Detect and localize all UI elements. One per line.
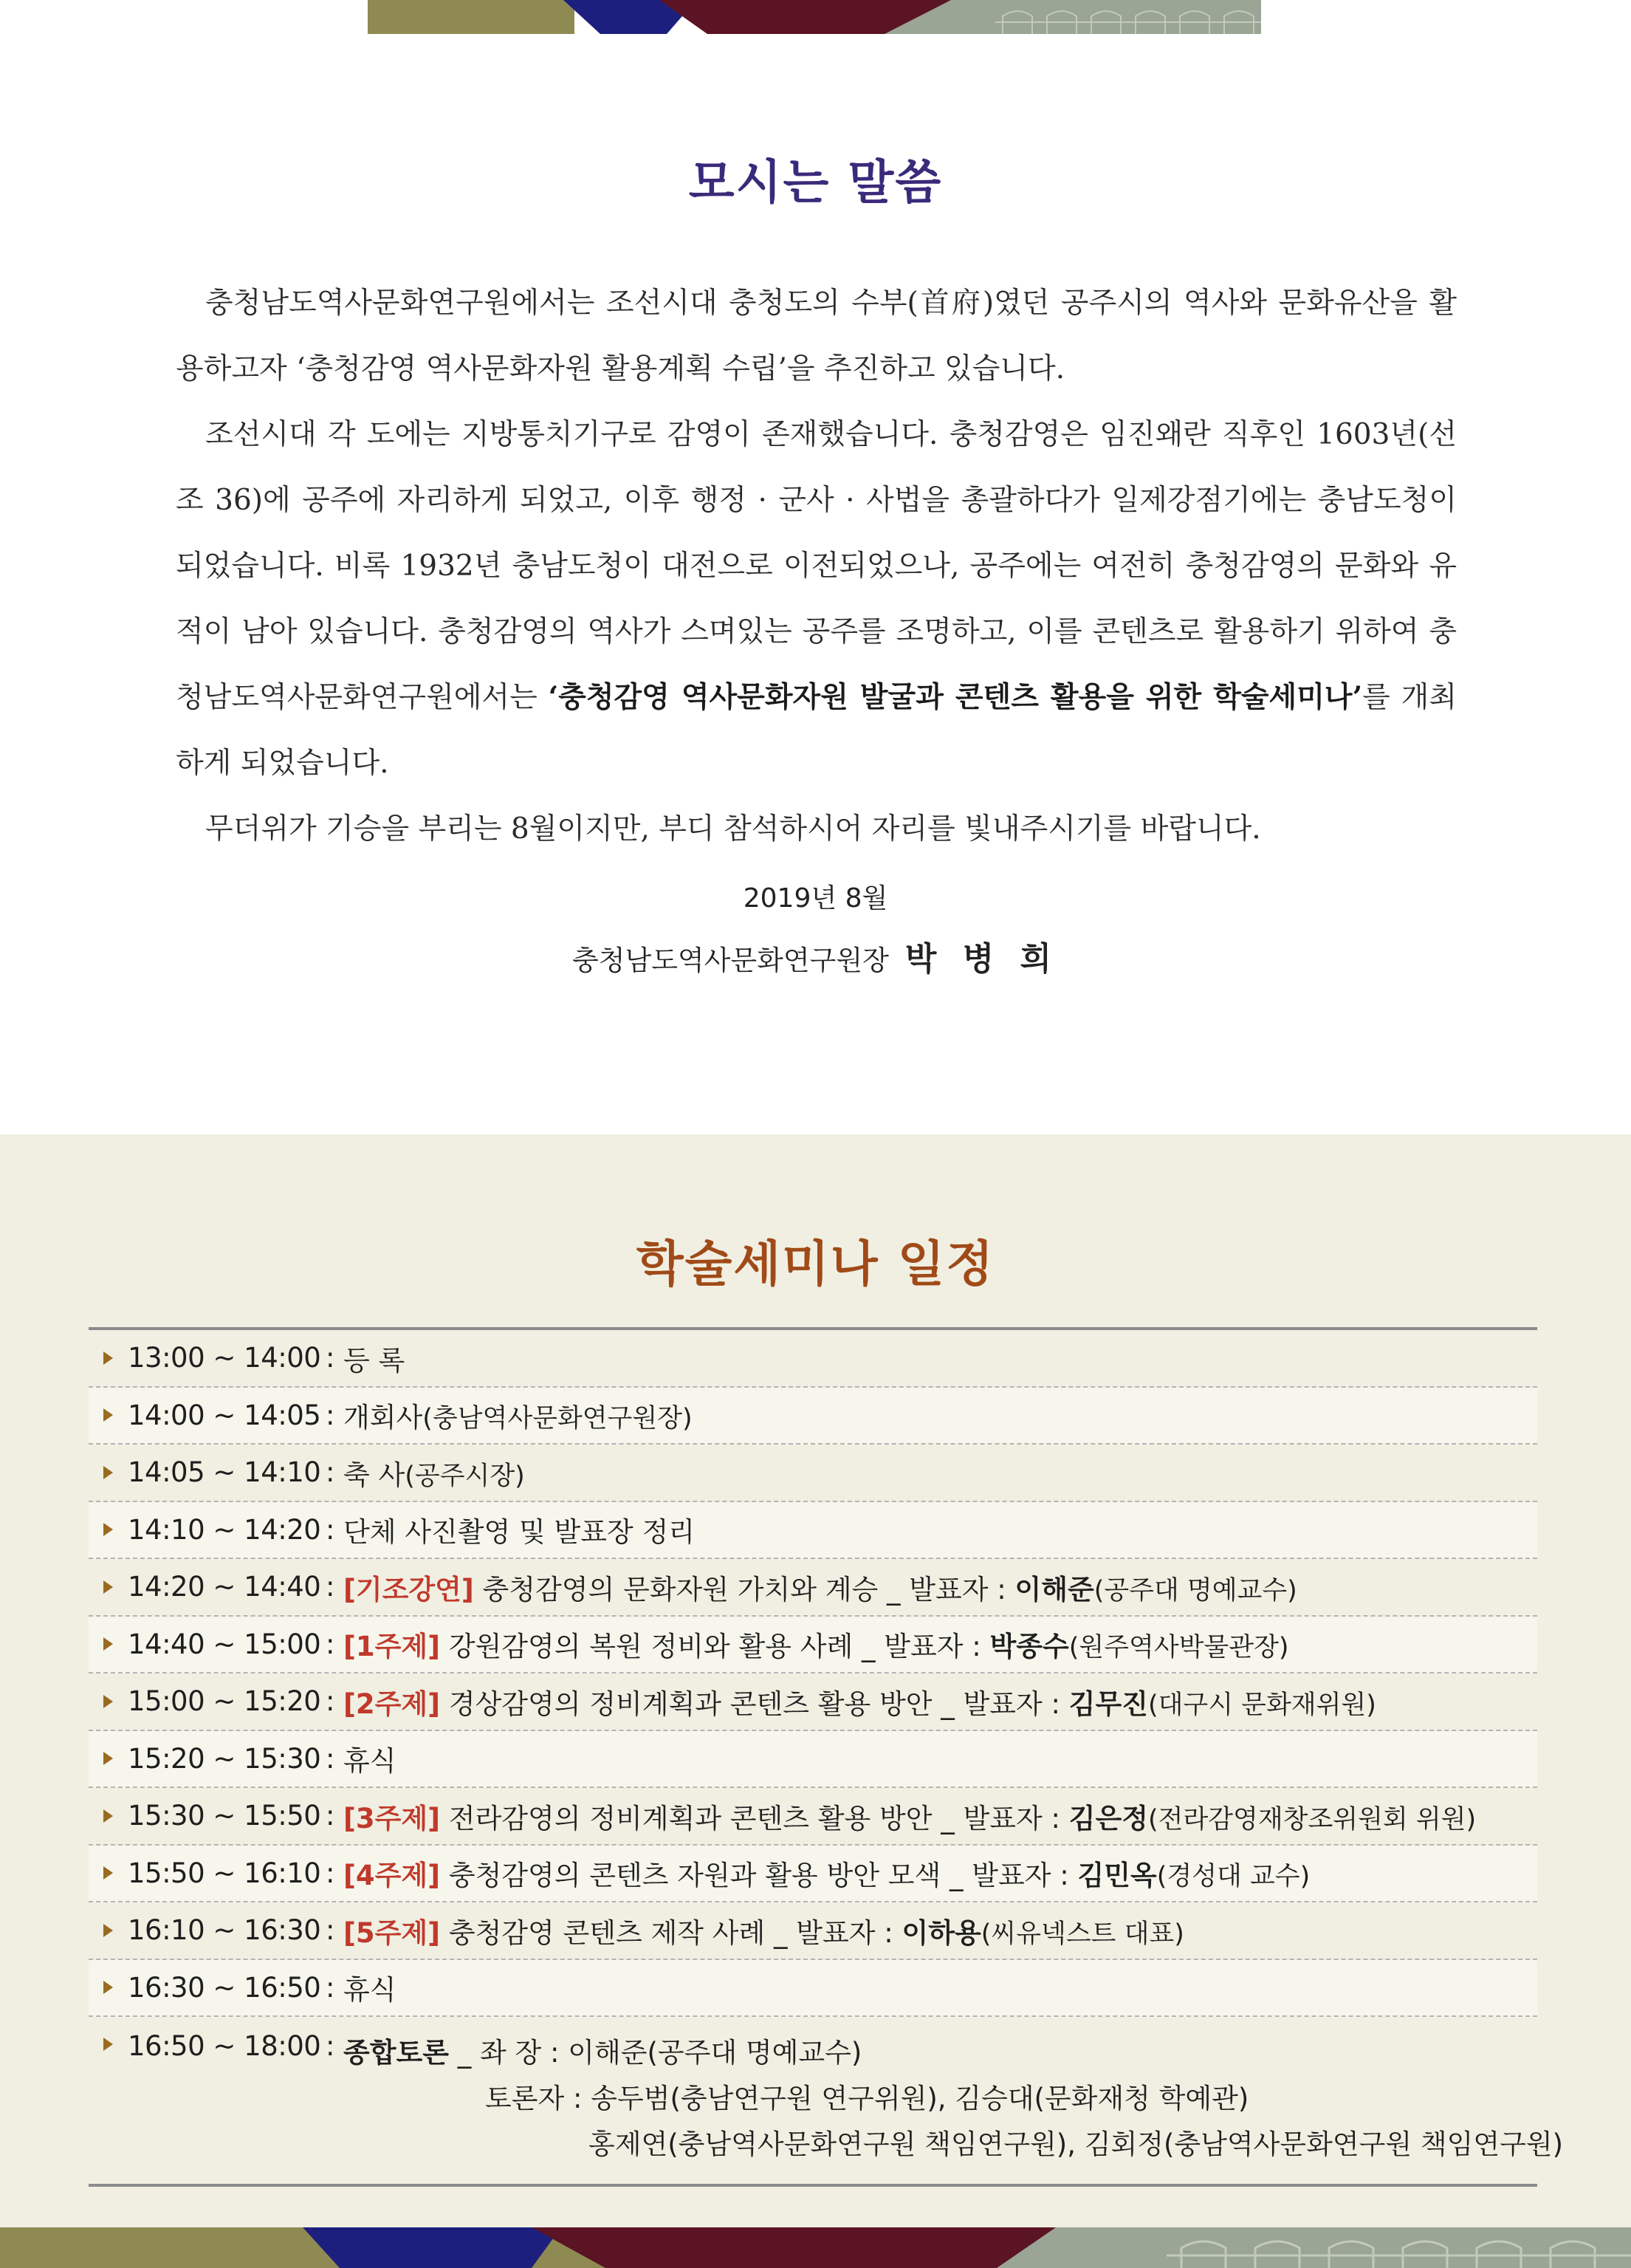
- row-time: 16:30 ~ 16:50: [128, 1971, 321, 2004]
- seminar-full-title: ‘충청감영 역사문화자원 발굴과 콘텐츠 활용을 위한 학술세미나’: [548, 680, 1363, 714]
- top-decorative-banner: [368, 0, 1261, 34]
- letter-paragraph-2-text: 조선시대 각 도에는 지방통치기구로 감영이 존재했습니다. 충청감영은 임진왜란 직후인 1603년(선조 36)에 공주에 자리하게 되었고, 이후 행정 · 군사 · 사법을 총괄하다가 일제강점기에는 충남도청이 되었습니다. 비록 1932년 충남도청이 대전으로 이전되었으나, 공주에는 여전히 충청감영의 문화와 유적이 남아 있습니다. 충청감영의 역사가 스며있는 공주를 조명하고, 이를 콘텐츠로 활용하기 위하여 충청남도역사문화연구원에서는: [176, 418, 1457, 714]
- discussion-desc: [343, 2030, 1563, 2168]
- bullet-arrow-icon: [103, 1351, 113, 1365]
- row-presenter-label: _ 발표자 :: [853, 1631, 990, 1663]
- row-text: 전라감영의 정비계획과 콘텐츠 활용 방안: [440, 1802, 933, 1834]
- row-presenter: 이하용: [902, 1916, 981, 1949]
- row-presenter-label: _ 발표자 :: [878, 1573, 1015, 1606]
- invitation-letter: [176, 270, 1457, 862]
- row-time: 15:20 ~ 15:30: [128, 1742, 321, 1775]
- schedule-row: [89, 1617, 1537, 1674]
- row-presenter: 김무진: [1068, 1688, 1148, 1720]
- bullet-arrow-icon: [103, 1924, 113, 1937]
- schedule-row: [89, 1846, 1537, 1903]
- discussion-panelists-1: 토론자 : 송두범(충남연구원 연구위원), 김승대(문화재청 학예관): [485, 2083, 1249, 2114]
- bullet-arrow-icon: [103, 1752, 113, 1765]
- row-presenter: 김민옥: [1077, 1860, 1157, 1892]
- row-text: 충청감영의 콘텐츠 자원과 활용 방안 모색: [440, 1860, 941, 1892]
- letter-paragraph-3: 무더위가 기승을 부리는 8월이지만, 부디 참석하시어 자리를 빛내주시기를 바랍니다.: [205, 812, 1261, 846]
- row-affiliation: (경성대 교수): [1156, 1862, 1311, 1892]
- row-tag: [3주제]: [343, 1802, 441, 1834]
- row-desc: [343, 1510, 695, 1549]
- row-colon: :: [326, 1971, 335, 2004]
- letter-paragraph-2: [176, 402, 1457, 796]
- schedule-row: [89, 1445, 1537, 1502]
- row-desc: [343, 1967, 396, 2007]
- row-presenter-label: _ 발표자 :: [941, 1860, 1078, 1892]
- row-text: 등 록: [343, 1344, 405, 1377]
- row-affiliation: (씨유넥스트 대표): [981, 1919, 1184, 1949]
- row-text: 축 사: [343, 1459, 405, 1491]
- row-presenter-label: _ 발표자 :: [932, 1688, 1069, 1720]
- discussion-title: 종합토론: [343, 2037, 449, 2069]
- letter-paragraph-2-end: 를 개최하게 되었습니다.: [176, 681, 1457, 780]
- row-text: 충청감영의 문화자원 가치와 계승: [473, 1573, 879, 1606]
- row-desc: [343, 1395, 693, 1435]
- invitation-title: 모시는 말씀: [688, 156, 943, 210]
- row-desc: [343, 1453, 525, 1493]
- row-colon: :: [326, 1513, 335, 1546]
- row-text: 개회사: [343, 1402, 423, 1434]
- schedule-row: [89, 1502, 1537, 1560]
- row-desc: [343, 1796, 1476, 1836]
- discussion-chair: _ 좌 장 : 이해준(공주대 명예교수): [448, 2037, 862, 2069]
- row-colon: :: [326, 1571, 335, 1603]
- row-time: 14:05 ~ 14:10: [128, 1456, 321, 1489]
- row-affiliation: (충남역사문화연구원장): [422, 1404, 693, 1434]
- row-presenter-label: _ 발표자 :: [765, 1916, 902, 1949]
- row-tag: [4주제]: [343, 1860, 441, 1892]
- schedule-row-discussion: [89, 2017, 1564, 2184]
- row-time: 16:50 ~ 18:00: [128, 2030, 321, 2062]
- schedule-row: [89, 1673, 1537, 1731]
- row-tag: [1주제]: [343, 1631, 441, 1663]
- row-colon: :: [326, 1800, 335, 1832]
- bullet-arrow-icon: [103, 1466, 113, 1479]
- row-text: 휴식: [343, 1745, 396, 1778]
- bullet-arrow-icon: [103, 2038, 113, 2051]
- letter-date: 2019년 8월: [743, 883, 888, 914]
- row-text: 단체 사진촬영 및 발표장 정리: [343, 1516, 695, 1549]
- row-presenter-label: _ 발표자 :: [932, 1802, 1069, 1834]
- row-text: 경상감영의 정비계획과 콘텐츠 활용 방안: [440, 1688, 933, 1720]
- bullet-arrow-icon: [103, 1866, 113, 1880]
- row-colon: :: [326, 1342, 335, 1374]
- bullet-arrow-icon: [103, 1809, 113, 1823]
- row-text: 휴식: [343, 1974, 396, 2007]
- row-time: 15:50 ~ 16:10: [128, 1857, 321, 1889]
- row-affiliation: (공주대 명예교수): [1093, 1575, 1297, 1606]
- schedule-row: [89, 1559, 1537, 1617]
- row-desc: [343, 1738, 396, 1778]
- row-text: 강원감영의 복원 정비와 활용 사례: [440, 1631, 854, 1663]
- row-presenter: 박종수: [989, 1631, 1069, 1663]
- row-time: 15:30 ~ 15:50: [128, 1800, 321, 1832]
- row-colon: :: [326, 1399, 335, 1431]
- row-desc: [343, 1853, 1310, 1893]
- schedule-row: [89, 1388, 1537, 1445]
- row-tag: [5주제]: [343, 1916, 441, 1949]
- row-colon: :: [326, 1914, 335, 1947]
- bullet-arrow-icon: [103, 1637, 113, 1651]
- row-desc: [343, 1567, 1297, 1607]
- row-affiliation: (전라감영재창조위원회 위원): [1147, 1804, 1477, 1834]
- schedule-row: [89, 1788, 1537, 1846]
- bullet-arrow-icon: [103, 1695, 113, 1708]
- row-colon: :: [326, 1456, 335, 1489]
- signer-name: 박 병 희: [904, 940, 1060, 978]
- row-time: 16:10 ~ 16:30: [128, 1914, 321, 1947]
- row-colon: :: [326, 1857, 335, 1889]
- row-colon: :: [326, 1628, 335, 1660]
- row-desc: [343, 1624, 1289, 1664]
- row-time: 14:10 ~ 14:20: [128, 1513, 321, 1546]
- row-desc: [343, 1911, 1184, 1950]
- signer-org: 충청남도역사문화연구원장: [571, 945, 889, 976]
- row-presenter: 이해준: [1014, 1573, 1094, 1606]
- schedule-row: [89, 1731, 1537, 1789]
- bottom-decorative-banner: [0, 2227, 1631, 2268]
- bullet-arrow-icon: [103, 1408, 113, 1422]
- row-time: 14:20 ~ 14:40: [128, 1571, 321, 1603]
- schedule-row: [89, 1960, 1537, 2018]
- bullet-arrow-icon: [103, 1523, 113, 1536]
- schedule-title: 학술세미나 일정: [636, 1236, 995, 1292]
- row-text: 충청감영 콘텐츠 제작 사례: [440, 1916, 766, 1949]
- schedule-row: [89, 1330, 1537, 1388]
- bullet-arrow-icon: [103, 1580, 113, 1594]
- schedule-table: [89, 1327, 1564, 2187]
- discussion-panelists-2: 홍제연(충남역사문화연구원 책임연구원), 김회정(충남역사문화연구원 책임연구원): [588, 2128, 1564, 2160]
- row-colon: :: [326, 2030, 335, 2062]
- banner-pattern: [0, 2227, 1631, 2268]
- schedule-row: [89, 1902, 1537, 1960]
- row-desc: [343, 1682, 1376, 1721]
- discussion-line-1: [343, 2030, 1563, 2076]
- banner-pattern: [368, 0, 1261, 34]
- row-affiliation: (공주시장): [405, 1461, 525, 1491]
- row-time: 15:00 ~ 15:20: [128, 1685, 321, 1718]
- bullet-arrow-icon: [103, 1981, 113, 1994]
- row-colon: :: [326, 1742, 335, 1775]
- row-time: 14:40 ~ 15:00: [128, 1628, 321, 1660]
- letter-signer: [0, 932, 1631, 979]
- row-desc: [343, 1338, 405, 1378]
- row-time: 14:00 ~ 14:05: [128, 1399, 321, 1431]
- row-affiliation: (대구시 문화재위원): [1147, 1690, 1376, 1720]
- row-tag: [기조강연]: [343, 1573, 474, 1606]
- row-affiliation: (원주역사박물관장): [1068, 1633, 1289, 1663]
- row-colon: :: [326, 1685, 335, 1718]
- letter-paragraph-1: 충청남도역사문화연구원에서는 조선시대 충청도의 수부(首府)였던 공주시의 역사와 문화유산을 활용하고자 ‘충청감영 역사문화자원 활용계획 수립’을 추진하고 있습니다.: [176, 287, 1457, 386]
- row-tag: [2주제]: [343, 1688, 441, 1720]
- row-time: 13:00 ~ 14:00: [128, 1342, 321, 1374]
- row-presenter: 김은정: [1068, 1802, 1148, 1834]
